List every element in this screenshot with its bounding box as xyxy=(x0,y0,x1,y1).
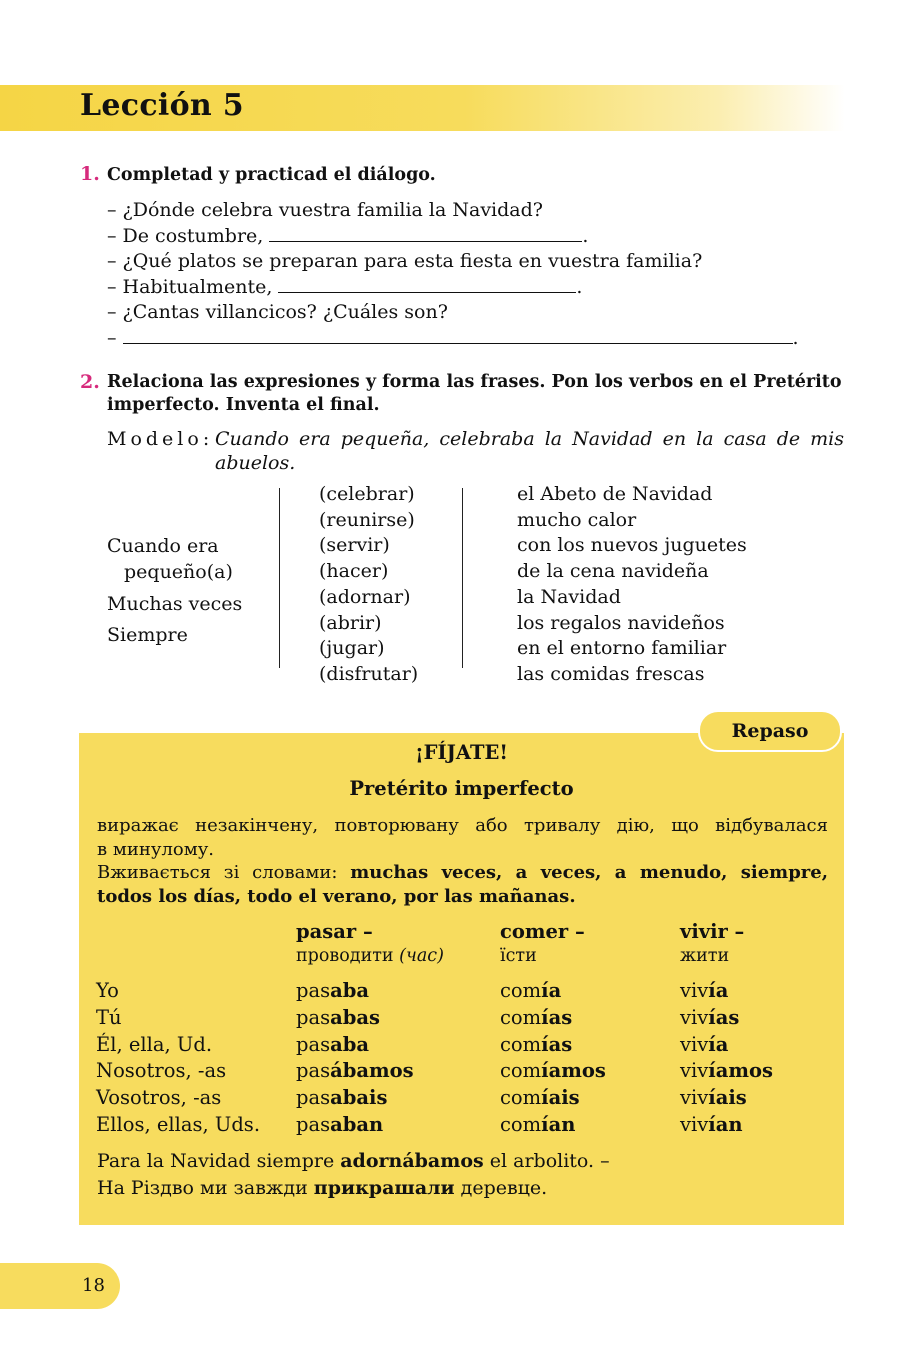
answer-blank[interactable] xyxy=(278,278,576,293)
modelo-example xyxy=(107,427,844,474)
exercise-1-instruction: Completad y practicad el diálogo. xyxy=(107,165,436,185)
answer-blank[interactable] xyxy=(123,329,793,344)
verb-item: (servir) xyxy=(319,534,390,557)
dialog-line-4: – Habitualmente, . xyxy=(107,276,583,298)
conjugation-cell: comía xyxy=(500,979,562,1002)
modelo-text: Cuando era pequeña, celebraba la Navidad en la casa de mis abuelos. xyxy=(215,428,844,474)
verb-item: (reunirse) xyxy=(319,508,415,531)
fijate-title: ¡FÍJATE! xyxy=(415,741,508,764)
conjugation-cell: vivíais xyxy=(680,1086,747,1110)
phrase-siempre: Siempre xyxy=(107,624,188,646)
example-ukrainian: На Різдво ми завжди прикрашали деревце. xyxy=(97,1177,548,1199)
ending-item: el Abeto de Navidad xyxy=(517,483,713,505)
dialog-line-3: – ¿Qué platos se preparan para esta fiesta en vuestra familia? xyxy=(107,250,703,272)
conjugation-cell: vivía xyxy=(680,979,729,1002)
conjugation-cell: pasaba xyxy=(296,979,370,1002)
conjugation-cell: pasaba xyxy=(296,1032,370,1056)
pronoun-cell: Ellos, ellas, Uds. xyxy=(96,1113,261,1136)
conjugation-cell: comías xyxy=(500,1005,573,1029)
verb-header-comer: comer – їсти xyxy=(500,920,585,966)
dialog-line-1: – ¿Dónde celebra vuestra familia la Navidad? xyxy=(107,199,543,221)
dialog-line-5: – ¿Cantas villancicos? ¿Cuáles son? xyxy=(107,301,448,323)
ending-item: la Navidad xyxy=(517,585,621,608)
lesson-title: Lección 5 xyxy=(80,88,244,123)
conjugation-cell: pasabas xyxy=(296,1005,381,1029)
verb-item: (celebrar) xyxy=(319,483,415,505)
page-number: 18 xyxy=(82,1275,105,1296)
example-spanish: Para la Navidad siempre adornábamos el arbolito. – xyxy=(97,1150,610,1172)
grammar-description-line-2: в минулому. xyxy=(97,839,215,860)
conjugation-cell: comíamos xyxy=(500,1059,606,1083)
conjugation-cell: vivías xyxy=(680,1005,740,1029)
ending-item: las comidas frescas xyxy=(517,662,705,685)
conjugation-cell: vivía xyxy=(680,1032,729,1056)
pronoun-cell: Tú xyxy=(96,1005,122,1029)
verb-item: (hacer) xyxy=(319,560,389,583)
verb-item: (disfrutar) xyxy=(319,662,419,685)
grammar-subtitle: Pretérito imperfecto xyxy=(349,777,574,800)
verb-item: (adornar) xyxy=(319,585,411,608)
usage-line-1: Вживається зі словами: muchas veces, a veces, a menudo, siempre, xyxy=(97,862,828,883)
conjugation-cell: pasabais xyxy=(296,1086,388,1110)
conjugation-cell: vivíamos xyxy=(680,1059,773,1083)
phrase-muchas-veces: Muchas veces xyxy=(107,593,243,615)
conjugation-cell: pasaban xyxy=(296,1113,384,1136)
pronoun-cell: Vosotros, -as xyxy=(96,1086,222,1110)
conjugation-cell: comías xyxy=(500,1032,573,1056)
ending-item: con los nuevos juguetes xyxy=(517,534,747,557)
column-divider xyxy=(279,488,280,668)
conjugation-cell: comían xyxy=(500,1113,576,1136)
pronoun-cell: Yo xyxy=(96,979,119,1002)
verb-header-pasar: pasar – проводити (час) xyxy=(296,920,444,966)
dialog-line-2: – De costumbre, . xyxy=(107,225,589,247)
repaso-tab: Repaso xyxy=(698,710,842,752)
verb-header-vivir: vivir – жити xyxy=(680,920,745,966)
usage-line-2: todos los días, todo el verano, por las mañanas. xyxy=(97,886,576,907)
ending-list xyxy=(517,482,747,688)
ending-item: mucho calor xyxy=(517,508,637,531)
pronoun-cell: Él, ella, Ud. xyxy=(96,1032,213,1056)
verb-item: (jugar) xyxy=(319,637,385,660)
ending-item: de la cena navideña xyxy=(517,560,709,583)
verb-list xyxy=(319,482,418,688)
verb-item: (abrir) xyxy=(319,611,382,634)
phrase-cuando-era: Cuando era xyxy=(107,535,219,557)
exercise-2-number: 2. xyxy=(80,371,100,393)
ending-item: los regalos navideños xyxy=(517,611,725,634)
conjugation-cell: pasábamos xyxy=(296,1059,414,1083)
modelo-label: Modelo: xyxy=(107,428,214,450)
answer-blank[interactable] xyxy=(269,227,582,242)
phrase-pequeno: pequeño(a) xyxy=(124,561,233,583)
conjugation-cell: comíais xyxy=(500,1086,580,1110)
column-divider xyxy=(462,488,463,668)
grammar-description-line-1: виражає незакінчену, повторювану або тривалу дію, що відбувалася xyxy=(97,815,828,836)
pronoun-cell: Nosotros, -as xyxy=(96,1059,227,1083)
exercise-1-number: 1. xyxy=(80,163,100,185)
conjugation-cell: vivían xyxy=(680,1113,743,1136)
ending-item: en el entorno familiar xyxy=(517,637,727,660)
dialog-line-6: – . xyxy=(107,327,799,349)
exercise-2-instruction: Relaciona las expresiones y forma las frases. Pon los verbos en el Pretérito imperfecto. Inventa el final. xyxy=(107,372,842,415)
